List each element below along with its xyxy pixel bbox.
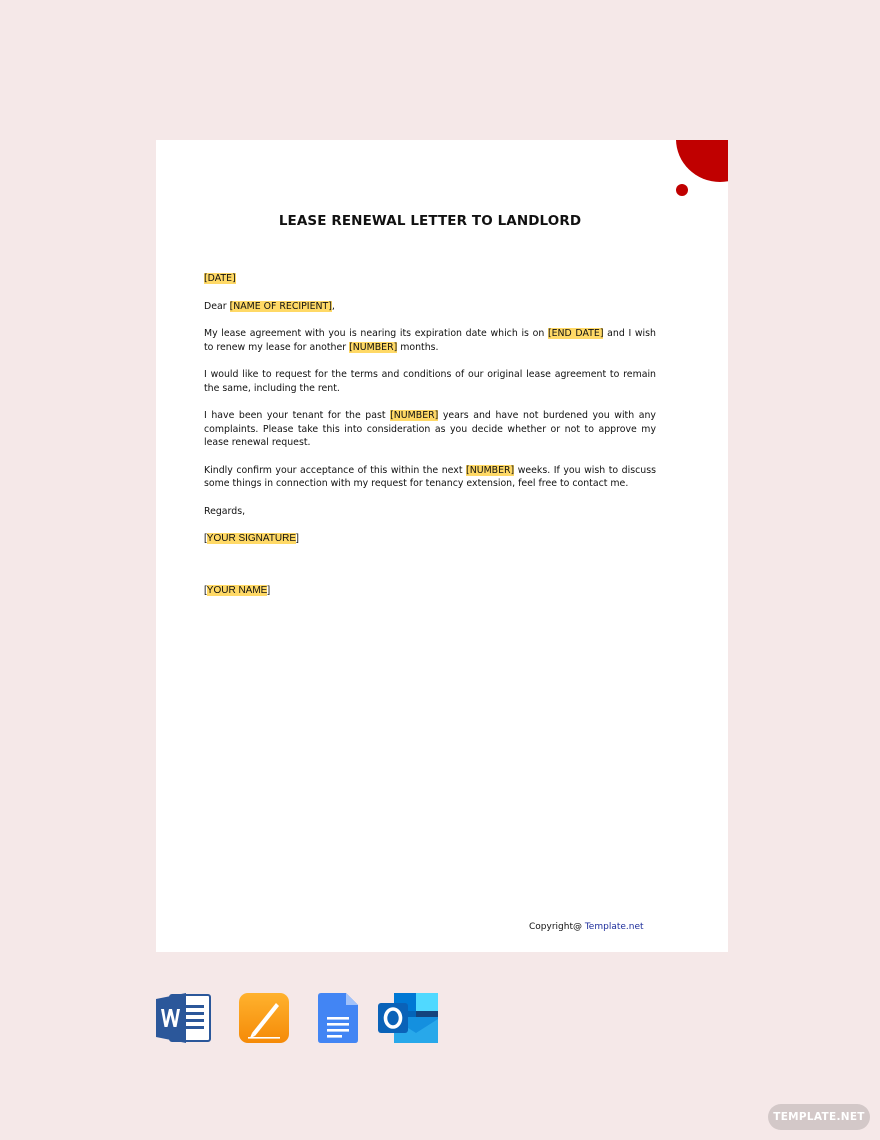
p1-text-b: and I wish to renew my lease for another <box>204 328 656 353</box>
letter-body <box>204 272 656 611</box>
name-bracket-open: [ <box>204 584 207 596</box>
pages-icon[interactable] <box>238 993 290 1043</box>
p1-text-a: My lease agreement with you is nearing its expiration date which is on <box>204 328 548 339</box>
p3-text-b: years and have not burdened you with any complaints. Please take this into consideration as you decide whether or not to approve my lease renewal request. <box>204 410 656 448</box>
p4-text-b: weeks. If you wish to discuss some things in connection with my request for tenancy extension, feel free to contact me. <box>204 464 656 489</box>
copyright-link[interactable]: Template.net <box>584 922 644 932</box>
google-docs-icon[interactable] <box>318 993 358 1043</box>
decorative-circle-large <box>676 140 728 182</box>
copyright-prefix: Copyright@ <box>529 922 585 932</box>
date-line <box>204 272 656 286</box>
decorative-circle-small <box>676 184 688 196</box>
paragraph-2: I would like to request for the terms and conditions of our original lease agreement to remain the same, including the rent. <box>204 369 656 394</box>
weeks-number-placeholder: [NUMBER] <box>466 464 515 476</box>
months-number-placeholder: [NUMBER] <box>349 341 398 353</box>
document-title: LEASE RENEWAL LETTER TO LANDLORD <box>278 213 582 229</box>
document-page <box>156 140 728 952</box>
name-bracket-close: ] <box>267 584 271 596</box>
p1-text-c: months. <box>397 341 439 353</box>
outlook-icon[interactable] <box>378 993 440 1043</box>
paragraph-1 <box>204 327 656 354</box>
paragraph-4 <box>204 464 656 491</box>
date-placeholder: [DATE] <box>204 273 236 284</box>
signature-bracket-open: [ <box>204 533 207 544</box>
end-date-placeholder: [END DATE] <box>547 328 604 339</box>
regards-line: Regards, <box>204 505 246 517</box>
greeting-prefix: Dear <box>204 300 230 312</box>
template-net-badge[interactable]: TEMPLATE.NET <box>768 1104 870 1130</box>
app-icons-row <box>0 993 880 1045</box>
copyright-line <box>529 922 644 932</box>
signature-placeholder: YOUR SIGNATURE <box>206 533 297 544</box>
name-placeholder: YOUR NAME <box>206 584 268 596</box>
name-line <box>204 584 656 598</box>
p3-text-a: I have been your tenant for the past <box>204 410 391 421</box>
signature-line <box>204 532 656 546</box>
p4-text-a: Kindly confirm your acceptance of this within the next <box>204 464 467 476</box>
years-number-placeholder: [NUMBER] <box>390 410 439 421</box>
paragraph-3 <box>204 409 656 450</box>
word-icon[interactable] <box>156 993 212 1043</box>
signature-bracket-close: ] <box>296 533 299 544</box>
recipient-placeholder: [NAME OF RECIPIENT] <box>229 300 332 312</box>
greeting-suffix: , <box>331 300 335 312</box>
greeting-line <box>204 300 656 314</box>
